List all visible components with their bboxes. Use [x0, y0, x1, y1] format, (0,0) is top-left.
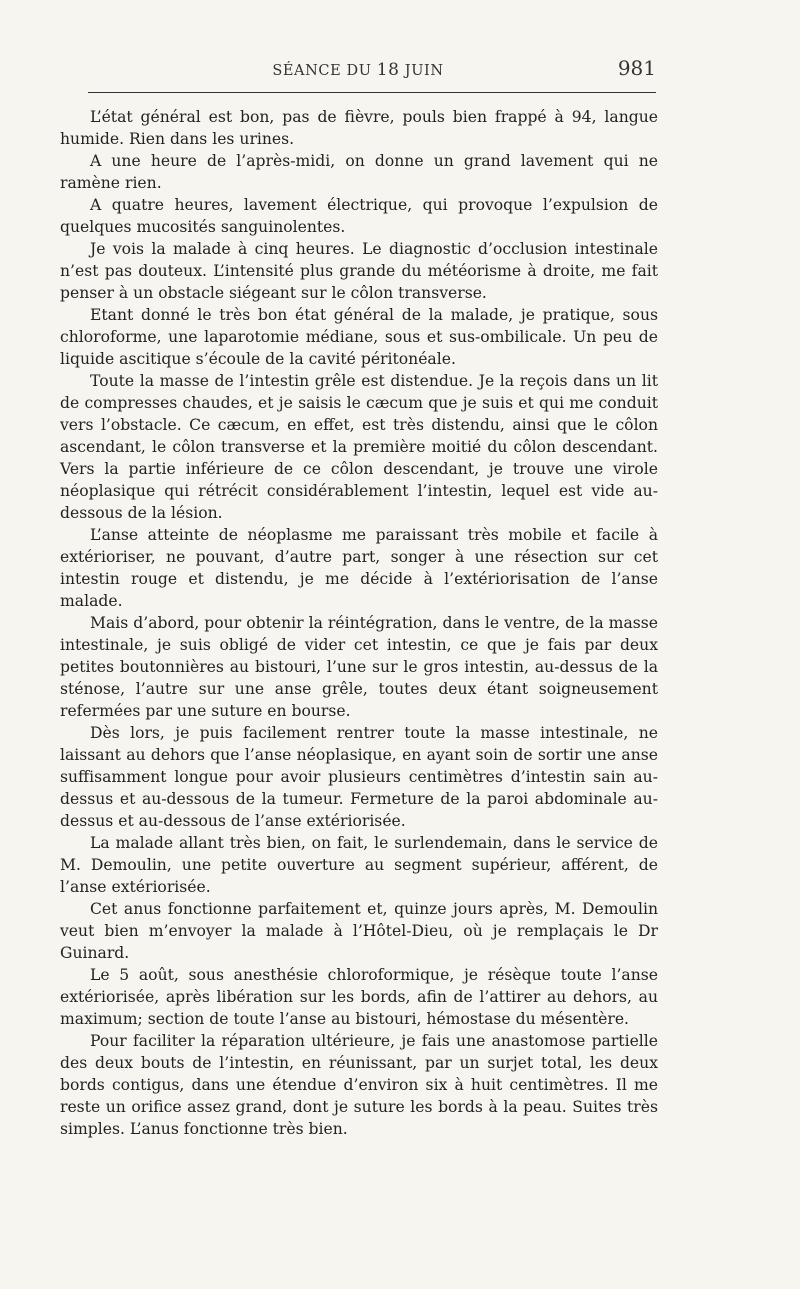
- paragraph-laparotomy: Etant donné le très bon état général de la malade, je pratique, sous chloroforme, une laparotomie médiane, sous et sus-ombilicale. Un peu de liquide ascitique s’écoule de la cavité péritonéale.: [60, 306, 658, 368]
- paragraph-transfer: Cet anus fonctionne parfaitement et, quinze jours après, M. Demoulin veut bien m’envoyer la malade à l’Hôtel-Dieu, où je remplaçais le Dr Guinard.: [60, 900, 658, 962]
- paragraph-diagnosis: Je vois la malade à cinq heures. Le diagnostic d’occlusion intestinale n’est pas douteux. L’intensité plus grande du météorisme à droite, me fait penser à un obstacle siégeant sur le côlon transverse.: [60, 240, 658, 302]
- body-text: [60, 106, 658, 1140]
- running-title: [60, 60, 656, 80]
- paragraph-exploration: Toute la masse de l’intestin grêle est distendue. Je la reçois dans un lit de compresses chaudes, et je saisis le cæcum que je suis et qui me conduit vers l’obstacle. Ce cæcum, en effet, est très distendu, ainsi que le côlon ascendant, le côlon transverse et la première moitié du côlon descendant. Vers la partie inférieure de ce côlon descendant, je trouve une virole néoplasique qui rétrécit considérablement l’intestin, lequel est vide au-dessous de la lésion.: [60, 372, 658, 522]
- paragraph-decision: L’anse atteinte de néoplasme me paraissant très mobile et facile à extérioriser, ne pouvant, d’autre part, songer à une résection sur cet intestin rouge et distendu, je me décide à l’extériorisation de l’anse malade.: [60, 526, 658, 610]
- running-title-date-number: 18: [376, 60, 400, 80]
- paragraph-electric-enema: A quatre heures, lavement électrique, qui provoque l’expulsion de quelques mucosités sanguinolentes.: [60, 196, 658, 236]
- paragraph-opening: La malade allant très bien, on fait, le surlendemain, dans le service de M. Demoulin, une petite ouverture au segment supérieur, afférent, de l’anse extériorisée.: [60, 834, 658, 896]
- paragraph-evacuation: Mais d’abord, pour obtenir la réintégration, dans le ventre, de la masse intestinale, je suis obligé de vider cet intestin, ce que je fais par deux petites boutonnières au bistouri, l’une sur le gros intestin, au-dessus de la sténose, l’autre sur une anse grêle, toutes deux étant soigneusement refermées par une suture en bourse.: [60, 614, 658, 720]
- running-head: [60, 56, 656, 86]
- paragraph-general-state: L’état général est bon, pas de fièvre, pouls bien frappé à 94, langue humide. Rien dans les urines.: [60, 108, 658, 148]
- paragraph-enema: A une heure de l’après-midi, on donne un grand lavement qui ne ramène rien.: [60, 152, 658, 192]
- header-rule: [88, 92, 656, 93]
- running-title-prefix: SÉANCE DU: [272, 63, 377, 79]
- paragraph-anastomosis: Pour faciliter la réparation ultérieure, je fais une anastomose partielle des deux bouts de l’intestin, en réunissant, par un surjet total, les deux bords contigus, dans une étendue d’environ six à huit centimètres. Il me reste un orifice assez grand, dont je suture les bords à la peau. Suites très simples. L’anus fonctionne très bien.: [60, 1032, 658, 1138]
- running-title-suffix: JUIN: [399, 63, 444, 79]
- paragraph-exteriorization: Dès lors, je puis facilement rentrer toute la masse intestinale, ne laissant au dehors que l’anse néoplasique, en ayant soin de sortir une anse suffisamment longue pour avoir plusieurs centimètres d’intestin sain au-dessus et au-dessous de la tumeur. Fermeture de la paroi abdominale au-dessus et au-dessous de l’anse extériorisée.: [60, 724, 658, 830]
- page-number: 981: [617, 56, 656, 80]
- paragraph-resection: Le 5 août, sous anesthésie chloroformique, je résèque toute l’anse extériorisée, après libération sur les bords, afin de l’attirer au dehors, au maximum; section de toute l’anse au bistouri, hémostase du mésentère.: [60, 966, 658, 1028]
